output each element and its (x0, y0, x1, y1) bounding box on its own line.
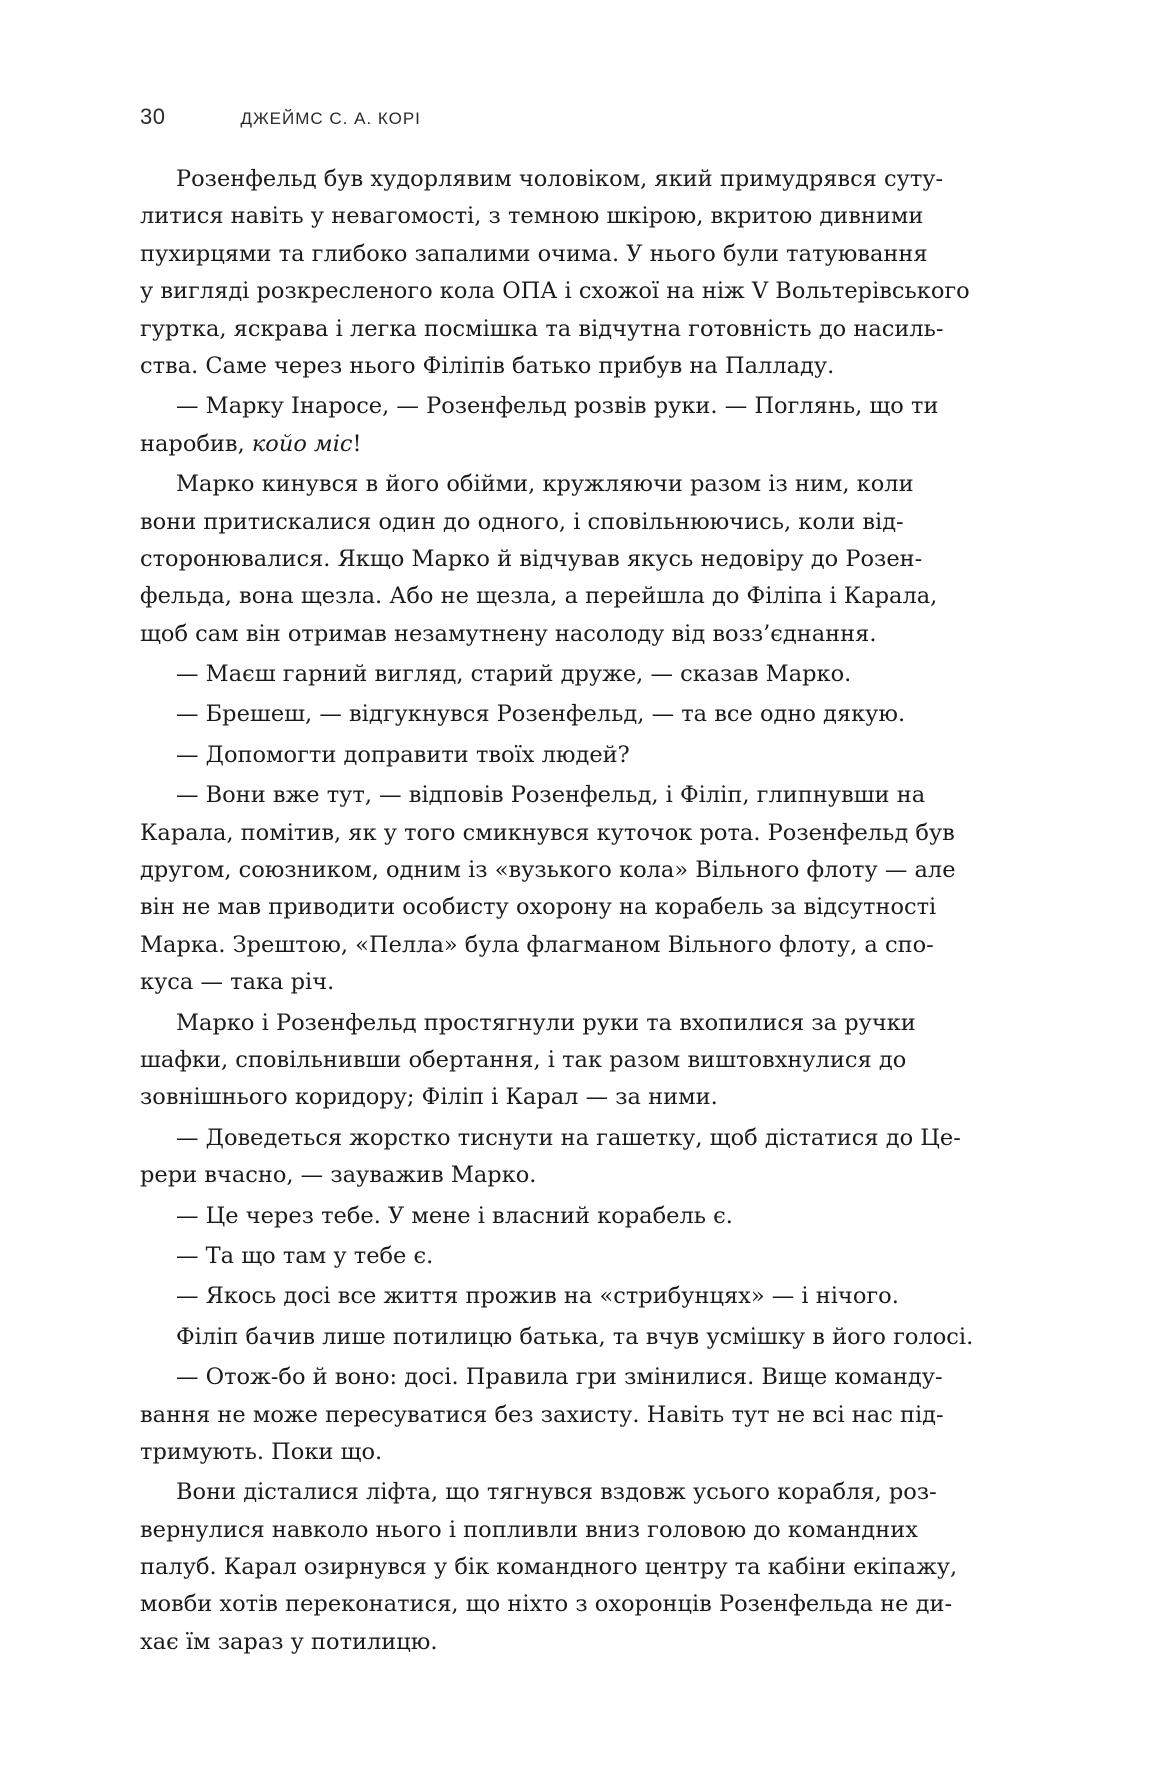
italic-phrase: койо міс (251, 430, 353, 457)
running-header (140, 104, 421, 130)
paragraph (140, 1359, 944, 1471)
paragraph (140, 1278, 899, 1315)
paragraph (140, 1238, 892, 1275)
text-line: вони притискалися один до одного, і сповільнюючись, коли від- (140, 508, 904, 535)
text-line: — Брешеш, — відгукнувся Розенфельд, — та все одно дякую. (176, 701, 906, 728)
text-line: він не мав приводити особисту охорону на корабель за відсутності (140, 894, 937, 921)
paragraph (140, 466, 938, 653)
text-line: мовби хотів переконатися, що ніхто з охоронців Розенфельда не ди- (140, 1591, 953, 1618)
text-line: — Якось досі все життя прожив на «стрибунцях» — і нічого. (176, 1283, 899, 1310)
text-line: — Вони вже тут, — відповів Розенфельд, і Філіп, глипнувши на (176, 782, 926, 809)
text-line: Марко і Розенфельд простягнули руки та вхопилися за ручки (176, 1009, 916, 1036)
text-line (140, 388, 939, 425)
paragraph (140, 1198, 892, 1235)
text-line: пухирцями та глибоко запалими очима. У нього були татуювання (140, 240, 928, 267)
text-line: другом, союзником, одним із «вузького кола» Вільного флоту — але (140, 857, 956, 884)
paragraph (140, 696, 906, 733)
dialogue-line: — Марку Інаросе, — Розенфельд розвів руки. — Поглянь, що ти (176, 393, 939, 420)
paragraph (140, 388, 939, 463)
text-line: — Маєш гарний вигляд, старий друже, — сказав Марко. (176, 661, 852, 688)
text-line: шафки, сповільнивши обертання, і так разом виштовхнулися до (140, 1046, 907, 1073)
text-line: — Допомогти доправити твоїх людей? (176, 741, 630, 768)
text-line: — Отож-бо й воно: досі. Правила гри змінилися. Вище команду- (176, 1364, 943, 1391)
text-line: Карала, помітив, як у того смикнувся куточок рота. Розенфельд був (140, 819, 955, 846)
text-line: сторонювалися. Якщо Марко й відчував якусь недовіру до Розен- (140, 545, 923, 572)
paragraph (140, 1474, 958, 1661)
text-line: — Та що там у тебе є. (176, 1242, 434, 1269)
text-line: куса — така річ. (140, 969, 335, 996)
page-number: 30 (140, 104, 166, 129)
text-line: Марко кинувся в його обійми, кружляючи разом із ним, коли (176, 471, 914, 498)
text-line: ства. Саме через нього Філіпів батько прибув на Палладу. (140, 352, 835, 379)
text-line: хає їм зараз у потилицю. (140, 1628, 438, 1655)
text-line: — Доведеться жорстко тиснути на гашетку, щоб дістатися до Це- (176, 1124, 961, 1151)
line-prefix: наробив, (140, 430, 252, 457)
text-line: Вони дісталися ліфта, що тягнувся вздовж усього корабля, роз- (176, 1479, 937, 1506)
page-body (140, 161, 974, 1661)
text-line: зовнішнього коридору; Філіп і Карал — за ними. (140, 1084, 718, 1111)
paragraph (140, 737, 892, 774)
text-line: палуб. Карал озирнувся у бік командного центру та кабіни екіпажу, (140, 1554, 958, 1581)
paragraph (140, 777, 956, 1001)
text-line: — Це через тебе. У мене і власний корабель є. (176, 1202, 733, 1229)
text-line: гуртка, яскрава і легка посмішка та відчутна готовність до насиль- (140, 315, 944, 342)
paragraph (140, 1005, 916, 1117)
text-line: фельда, вона щезла. Або не щезла, а перейшла до Філіпа і Карала, (140, 583, 938, 610)
paragraph (140, 656, 892, 693)
text-line: тримують. Поки що. (140, 1438, 383, 1465)
text-line: Філіп бачив лише потилицю батька, та вчув усмішку в його голосі. (176, 1323, 974, 1350)
text-line: рери вчасно, — зауважив Марко. (140, 1162, 537, 1189)
text-line: литися навіть у невагомості, з темною шкірою, вкритою дивними (140, 203, 924, 230)
text-line (140, 426, 892, 463)
paragraph (140, 161, 970, 385)
paragraph (140, 1319, 974, 1356)
running-head-author: ДЖЕЙМС С. А. КОРІ (240, 109, 421, 128)
text-line: вання не може пересуватися без захисту. Навіть тут не всі нас під- (140, 1401, 944, 1428)
paragraph (140, 1120, 961, 1195)
line-suffix: ! (352, 430, 362, 457)
text-line: щоб сам він отримав незамутнену насолоду від возз’єднання. (140, 620, 877, 647)
text-line: Розенфельд був худорлявим чоловіком, який примудрявся суту- (176, 166, 944, 192)
text-line: у вигляді розкресленого кола ОПА і схожої на ніж V Вольтерівського (140, 278, 970, 305)
text-line: Марка. Зрештою, «Пелла» була флагманом Вільного флоту, а спо- (140, 931, 934, 958)
text-line: вернулися навколо нього і попливли вниз головою до командних (140, 1516, 918, 1543)
